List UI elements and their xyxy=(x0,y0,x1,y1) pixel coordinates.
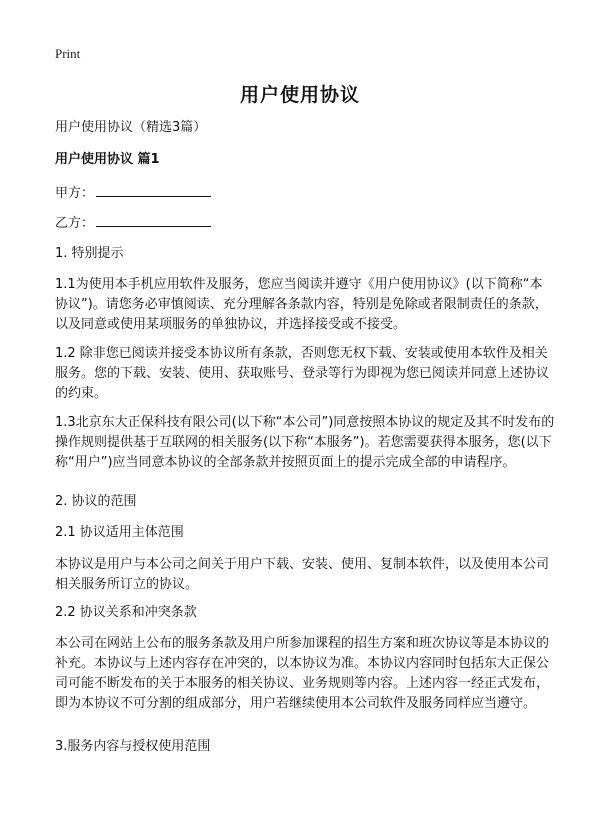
party-b-label: 乙方： xyxy=(55,216,95,231)
heading-service-content: 3.服务内容与授权使用范围 xyxy=(55,739,211,754)
party-b-blank-line xyxy=(96,212,211,227)
paragraph-2-1: 本协议是用户与本公司之间关于用户下载、安装、使用、复制本软件，以及使用本公司相关服务所订立的协议。 xyxy=(55,557,550,592)
paragraph-2-2: 本公司在网站上公布的服务条款及用户所参加课程的招生方案和班次协议等是本协议的补充。本协议与上述内容存在冲突的，以本协议为准。本协议内容同时包括东大正保公司可能不断发布的关于本服务的相关协议、业务规则等内容。上述内容一经正式发布，即为本协议不可分割的组成部分，用户若继续使用本公司软件及服务同样应当遵守。 xyxy=(55,636,550,711)
party-b-field xyxy=(55,212,211,234)
section-title: 用户使用协议 篇1 xyxy=(55,152,160,167)
paragraph-1-3: 1.3北京东大正保科技有限公司(以下称“本公司”)同意按照本协议的规定及其不时发布的操作规则提供基于互联网的相关服务(以下称“本服务”)。若您需要获得本服务，您(以下称“用户”)应当同意本协议的全部条款并按照页面上的提示完成全部的申请程序。 xyxy=(55,415,555,470)
heading-agreement-scope: 2. 协议的范围 xyxy=(55,494,137,509)
party-a-blank-line xyxy=(96,182,211,197)
heading-relations-conflicts: 2.2 协议关系和冲突条款 xyxy=(55,605,197,620)
party-a-label: 甲方： xyxy=(55,186,95,201)
paragraph-1-1: 1.1为使用本手机应用软件及服务，您应当阅读并遵守《用户使用协议》(以下简称“本协议”)。请您务必审慎阅读、充分理解各条款内容，特别是免除或者限制责任的条款，以及同意或使用某项服务的单独协议，并选择接受或不接受。 xyxy=(55,277,548,332)
document-subtitle: 用户使用协议（精选3篇） xyxy=(55,120,207,135)
print-label: Print xyxy=(55,46,81,61)
heading-applicable-parties: 2.1 协议适用主体范围 xyxy=(55,525,184,540)
paragraph-1-2: 1.2 除非您已阅读并接受本协议所有条款，否则您无权下载、安装或使用本软件及相关服务。您的下载、安装、使用、获取账号、登录等行为即视为您已阅读并同意上述协议的约束。 xyxy=(55,346,550,401)
party-a-field xyxy=(55,182,211,204)
document-title: 用户使用协议 xyxy=(239,84,360,106)
heading-special-notice: 1. 特别提示 xyxy=(55,246,124,261)
